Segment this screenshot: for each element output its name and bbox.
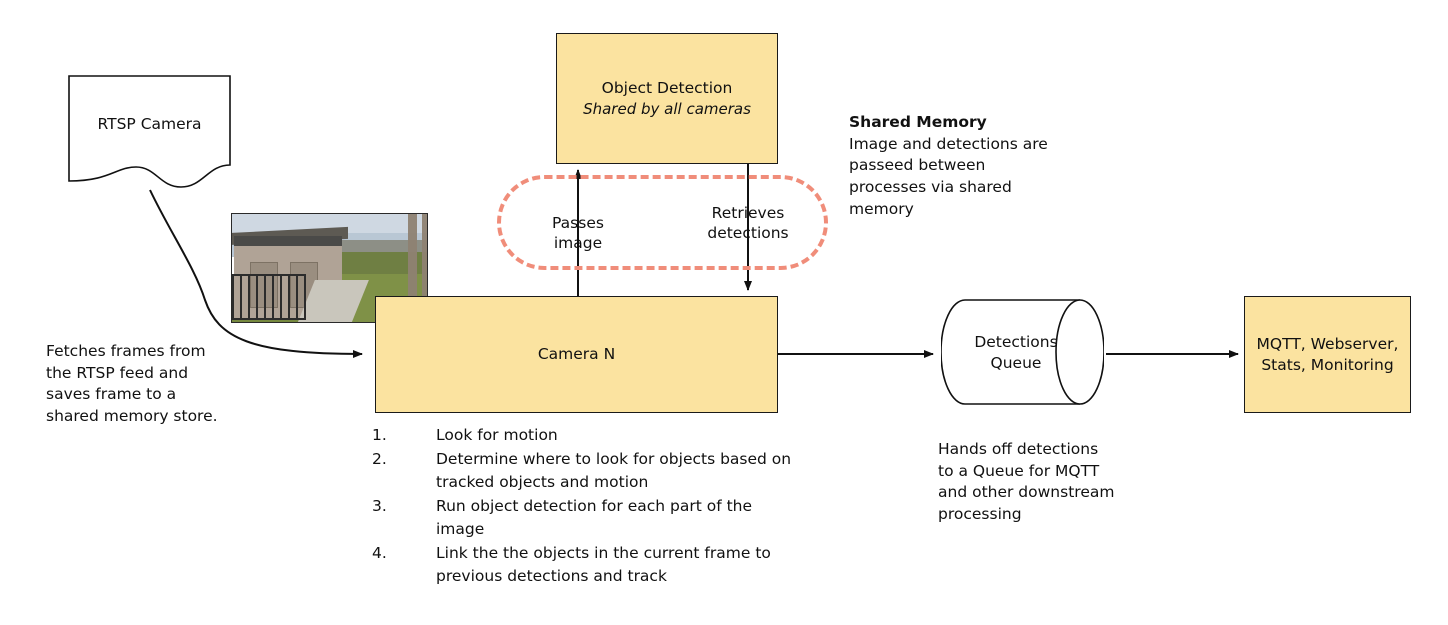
- shared-memory-note-body: Image and detections are passeed between processes via shared memory: [849, 134, 1048, 218]
- object-detection-sublabel: Shared by all cameras: [583, 99, 751, 118]
- queue-note: Hands off detections to a Queue for MQTT and other downstream processing: [938, 440, 1115, 524]
- retrieves-detections-label: Retrieves detections: [707, 204, 789, 243]
- camera-n-label: Camera N: [537, 345, 616, 364]
- consumers-label-line1: MQTT, Webserver,: [1256, 334, 1399, 353]
- list-item: 2. Determine where to look for objects based on tracked objects and motion: [372, 450, 792, 491]
- consumers-node: [1244, 296, 1411, 413]
- shared-memory-note-title: Shared Memory: [849, 113, 987, 131]
- shared-memory-note: [849, 112, 1059, 220]
- detections-queue-label: Detections Queue: [974, 333, 1058, 372]
- rtsp-camera-label: RTSP Camera: [97, 115, 202, 133]
- camera-steps-list: [372, 424, 792, 589]
- list-item: 4. Link the the objects in the current frame to previous detections and track: [372, 544, 771, 585]
- object-detection-node: [556, 33, 778, 164]
- passes-image-label: Passes image: [552, 214, 604, 253]
- object-detection-label: Object Detection: [601, 78, 733, 97]
- consumers-label-line2: Stats, Monitoring: [1261, 355, 1394, 374]
- list-item: 1. Look for motion: [372, 426, 558, 444]
- fetch-frames-note: Fetches frames from the RTSP feed and saves frame to a shared memory store.: [46, 342, 218, 426]
- list-item: 3. Run object detection for each part of the image: [372, 497, 753, 538]
- camera-n-node: [375, 296, 778, 413]
